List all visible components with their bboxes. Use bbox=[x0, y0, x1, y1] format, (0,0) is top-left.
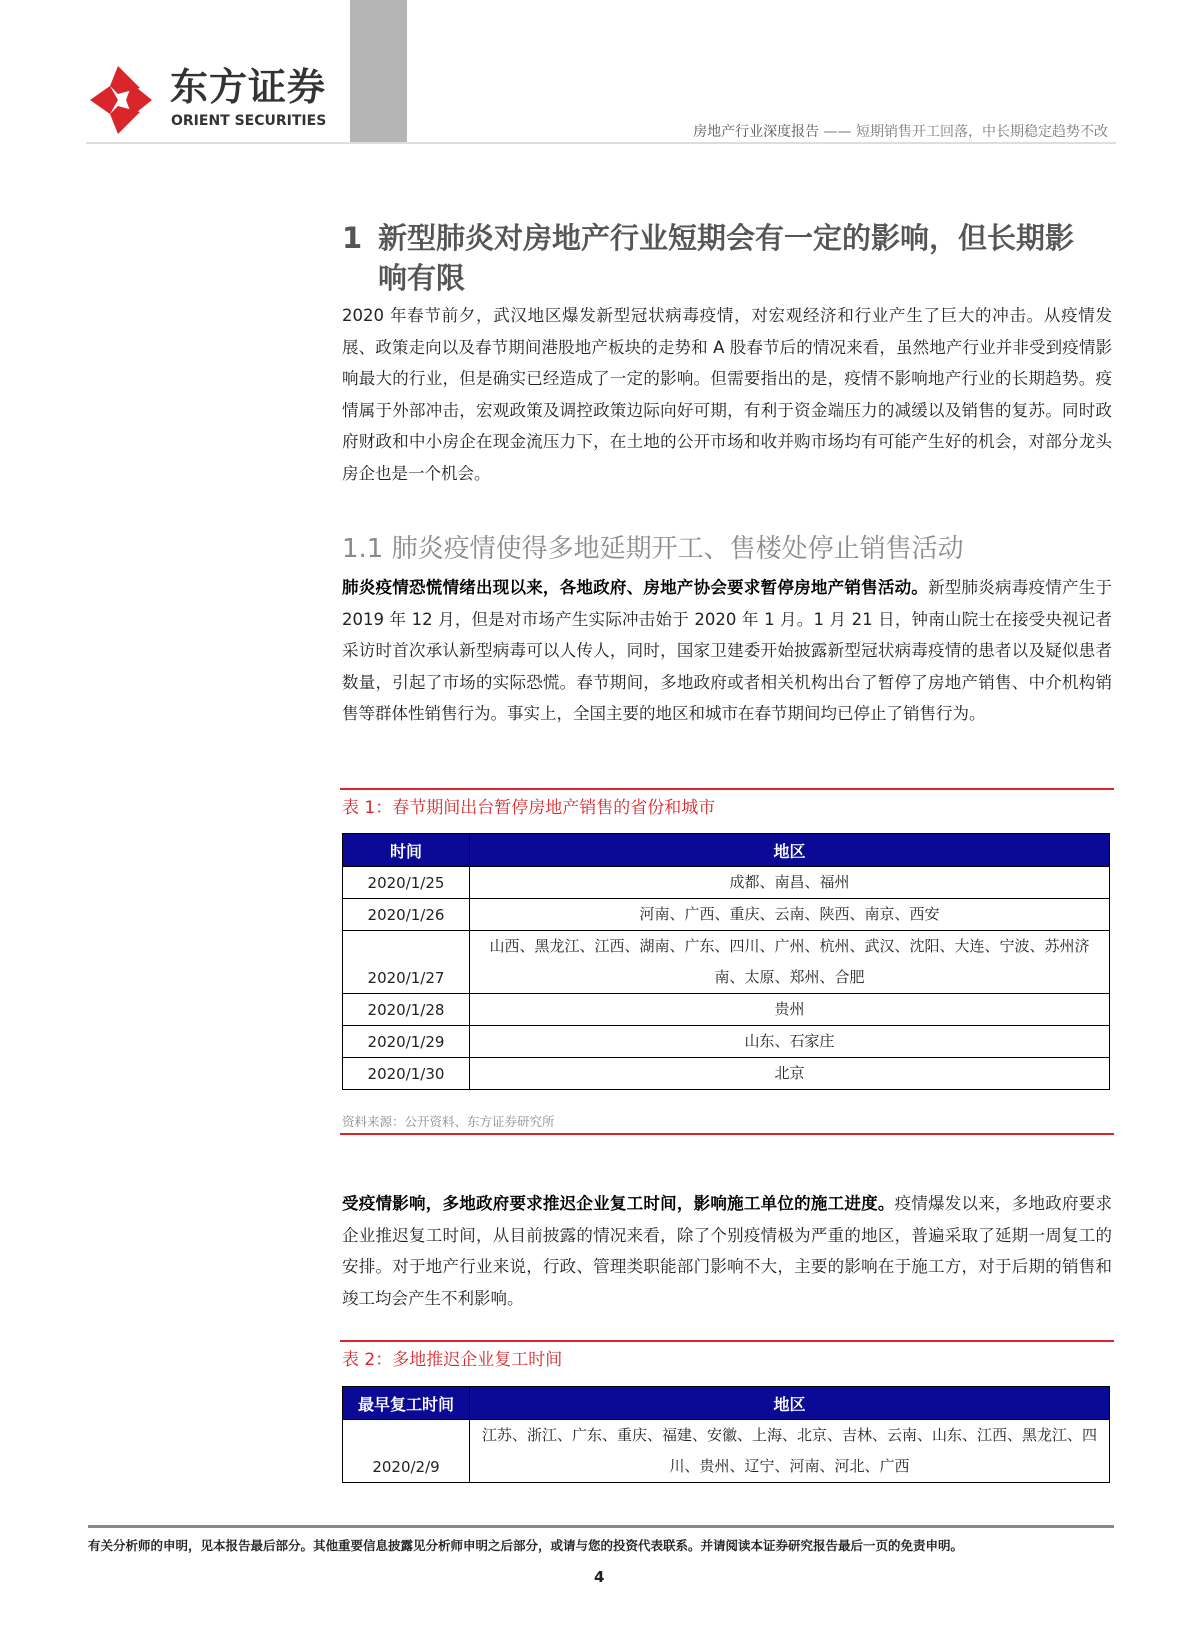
logo-english-name: ORIENT SECURITIES bbox=[171, 113, 327, 129]
table1-source: 资料来源：公开资料、东方证券研究所 bbox=[342, 1114, 555, 1129]
region-cell: 河南、广西、重庆、云南、陕西、南京、西安 bbox=[470, 899, 1110, 931]
region-cell: 江苏、浙江、广东、重庆、福建、安徽、上海、北京、吉林、云南、山东、江西、黑龙江、四川、贵州、辽宁、河南、河北、广西 bbox=[470, 1420, 1110, 1483]
logo-chinese-name: 东方证券 bbox=[170, 65, 327, 109]
header-grey-bar bbox=[350, 0, 407, 143]
date-cell: 2020/1/27 bbox=[343, 931, 470, 994]
table-row bbox=[343, 1026, 1110, 1058]
region-cell: 成都、南昌、福州 bbox=[470, 867, 1110, 899]
paragraph-lead: 受疫情影响，多地政府要求推迟企业复工时间，影响施工单位的施工进度。 bbox=[342, 1194, 895, 1213]
section-heading-1 bbox=[342, 218, 1102, 298]
table2-caption: 表 2：多地推迟企业复工时间 bbox=[342, 1350, 563, 1370]
region-cell: 山东、石家庄 bbox=[470, 1026, 1110, 1058]
region-cell: 北京 bbox=[470, 1058, 1110, 1090]
paragraph-body: 新型肺炎病毒疫情产生于 2019 年 12 月，但是对市场产生实际冲击始于 2020 年 1 月。1 月 21 日，钟南山院士在接受央视记者采访时首次承认新型病毒可以人传人，同时，国家卫建委开始披露新型冠状病毒疫情的患者以及疑似患者数量，引起了市场的实际恐慌。春节期间，多地政府或者相关机构出台了暂停了房地产销售、中介机构销售等群体性销售行为。事实上，全国主要的地区和城市在春节期间均已停止了销售行为。 bbox=[342, 578, 1113, 723]
date-cell: 2020/1/26 bbox=[343, 899, 470, 931]
section-heading-1-1: 1.1 肺炎疫情使得多地延期开工、售楼处停止销售活动 bbox=[342, 534, 964, 564]
table-row bbox=[343, 867, 1110, 899]
table2-top-rule bbox=[340, 1340, 1114, 1342]
date-cell: 2020/1/29 bbox=[343, 1026, 470, 1058]
table1-top-rule bbox=[340, 788, 1114, 790]
table2-header-region: 地区 bbox=[470, 1387, 1110, 1420]
header-dash: —— bbox=[823, 124, 852, 140]
intro-paragraph: 2020 年春节前夕，武汉地区爆发新型冠状病毒疫情，对宏观经济和行业产生了巨大的冲击。从疫情发展、政策走向以及春节期间港股地产板块的走势和 A 股春节后的情况来看，虽然地产行业并非受到疫情影响最大的行业，但是确实已经造成了一定的影响。但需要指出的是，疫情不影响地产行业的长期趋势。疫情属于外部冲击，宏观政策及调控政策边际向好可期，有利于资金端压力的减缓以及销售的复苏。同时政府财政和中小房企在现金流压力下，在土地的公开市场和收并购市场均有可能产生好的机会，对部分龙头房企也是一个机会。 bbox=[342, 306, 1112, 483]
table-row bbox=[343, 899, 1110, 931]
paragraph-body: 疫情爆发以来，多地政府要求企业推迟复工时间，从目前披露的情况来看，除了个别疫情极为严重的地区，普遍采取了延期一周复工的安排。对于地产行业来说，行政、管理类职能部门影响不大，主要的影响在于施工方，对于后期的销售和竣工均会产生不利影响。 bbox=[342, 1194, 1113, 1308]
header-divider bbox=[86, 142, 1116, 144]
page-number: 4 bbox=[594, 1568, 605, 1586]
resumption-paragraph bbox=[342, 1188, 1112, 1314]
region-cell: 山西、黑龙江、江西、湖南、广东、四川、广州、杭州、武汉、沈阳、大连、宁波、苏州济南、太原、郑州、合肥 bbox=[470, 931, 1110, 994]
table-row bbox=[343, 931, 1110, 994]
region-cell: 贵州 bbox=[470, 994, 1110, 1026]
table1-caption: 表 1：春节期间出台暂停房地产销售的省份和城市 bbox=[342, 798, 716, 818]
table1-header-region: 地区 bbox=[470, 834, 1110, 867]
table2 bbox=[342, 1386, 1110, 1483]
table1 bbox=[342, 833, 1110, 1090]
section-title: 新型肺炎对房地产行业短期会有一定的影响，但长期影响有限 bbox=[378, 221, 1075, 295]
report-type: 房地产行业深度报告 bbox=[693, 124, 820, 140]
section-number: 1 bbox=[342, 221, 363, 255]
footer-divider bbox=[88, 1525, 1114, 1528]
sales-paragraph bbox=[342, 572, 1112, 730]
table-row bbox=[343, 994, 1110, 1026]
table1-bottom-rule bbox=[340, 1133, 1114, 1135]
table-row bbox=[343, 1420, 1110, 1483]
running-header bbox=[693, 121, 1108, 141]
paragraph-lead: 肺炎疫情恐慌情绪出现以来，各地政府、房地产协会要求暂停房地产销售活动。 bbox=[342, 578, 929, 597]
table2-header-time: 最早复工时间 bbox=[343, 1387, 470, 1420]
report-subtitle: 短期销售开工回落，中长期稳定趋势不改 bbox=[856, 124, 1108, 140]
table-row bbox=[343, 1058, 1110, 1090]
date-cell: 2020/1/28 bbox=[343, 994, 470, 1026]
date-cell: 2020/2/9 bbox=[343, 1420, 470, 1483]
table1-header-time: 时间 bbox=[343, 834, 470, 867]
date-cell: 2020/1/30 bbox=[343, 1058, 470, 1090]
footer-disclaimer: 有关分析师的申明，见本报告最后部分。其他重要信息披露见分析师申明之后部分，或请与您的投资代表联系。并请阅读本证券研究报告最后一页的免责申明。 bbox=[88, 1538, 964, 1553]
date-cell: 2020/1/25 bbox=[343, 867, 470, 899]
